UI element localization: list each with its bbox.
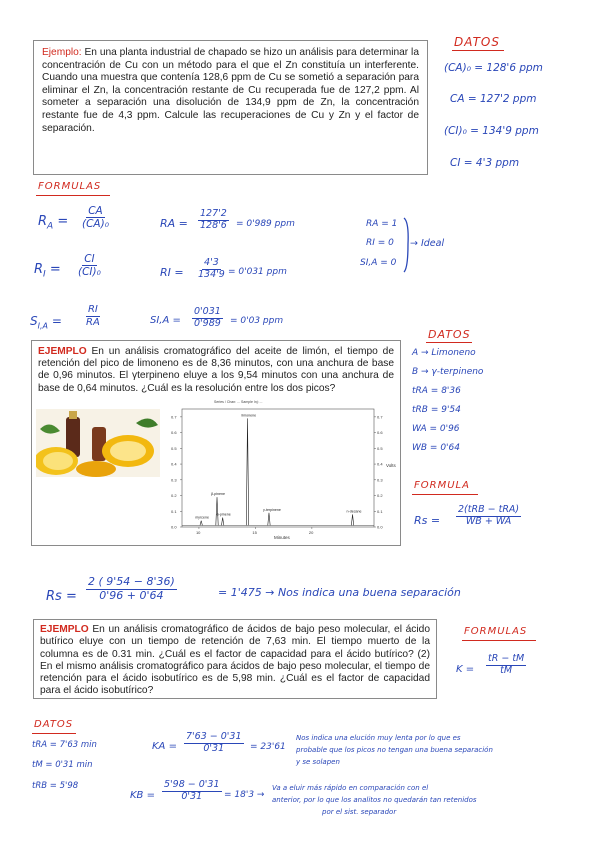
y-tick-label-right: 0.1: [377, 508, 383, 514]
ideal-line: RA = 1: [366, 219, 398, 229]
datos3-line: tRA = 7'63 min: [32, 740, 97, 750]
y-tick-label: 0.0: [171, 524, 177, 530]
datos1-underline: [452, 50, 504, 51]
peak-label: n-decane: [346, 509, 362, 514]
peak-label: γ-terpinene: [262, 507, 281, 512]
y-tick-label: 0.6: [171, 430, 177, 436]
calc-sia-lhs: SI,A =: [150, 315, 181, 326]
peak-label: limonene: [241, 413, 257, 418]
formula2-lhs: Rs =: [414, 514, 441, 527]
calc3b-fraction: $\frac{5'98 - 0'31}{0'31}$: [164, 779, 220, 802]
formula-ra-fraction: $\frac{CA}{\text{(CA)₀}}$: [82, 205, 109, 231]
calc3a-note: y se solapen: [296, 758, 340, 766]
formulas3-fraction: $\frac{tR - tM}{tM}$: [488, 653, 525, 676]
lemon-oil-image: [36, 409, 160, 477]
formula-sia-fraction: $\frac{RI}{RA}$: [86, 304, 100, 328]
datos2-line: tRB = 9'54: [412, 405, 461, 415]
formulas3-underline: [462, 640, 536, 641]
formula-ri-fraction: $\frac{CI}{\text{(CI)₀}}$: [78, 253, 101, 279]
formulas1-underline: [36, 195, 110, 196]
calc3a-note: Nos indica una elución muy lenta por lo que es: [296, 734, 461, 742]
ideal-line: RI = 0: [366, 238, 394, 248]
formulas3-title: FORMULAS: [464, 626, 528, 637]
datos1-title: DATOS: [454, 35, 500, 49]
datos2-underline: [426, 342, 472, 343]
y-tick-label-right: 0.6: [377, 430, 383, 436]
datos2-line: B → γ-terpineno: [412, 367, 484, 377]
example3-label: EJEMPLO: [40, 624, 89, 635]
peak-label: myrcene: [195, 515, 209, 520]
calc-ra-result: = 0'989 ppm: [236, 219, 295, 229]
calc3b-result: = 18'3 →: [224, 790, 265, 800]
chart-ylabel: Volts: [386, 463, 396, 468]
calc3b-note: por el sist. separador: [322, 808, 397, 816]
y-tick-label-right: 0.2: [377, 493, 383, 499]
x-tick-label: 20: [308, 530, 314, 535]
example1-box: [33, 40, 428, 175]
ideal-line: SI,A = 0: [360, 258, 397, 268]
y-tick-label-right: 0.7: [377, 414, 383, 420]
calc-ri-result: = 0'031 ppm: [228, 267, 287, 277]
datos2-line: WA = 0'96: [412, 424, 460, 434]
formula-ra-lhs: $R_A$ =: [38, 214, 69, 232]
datos2-line: tRA = 8'36: [412, 386, 461, 396]
calc3b-note: anterior, por lo que los analitos no quedarán tan retenidos: [272, 796, 477, 804]
calc-sia-fraction: $\frac{0'031}{0'989}$: [194, 306, 221, 329]
calc3a-result: = 23'61: [250, 742, 286, 752]
calc-sia-result: = 0'03 ppm: [230, 316, 284, 326]
calc-ri-lhs: RI =: [160, 266, 184, 279]
chart-title: Series / Chan: ... Sample Inj: ...: [214, 400, 263, 404]
y-tick-label: 0.5: [171, 445, 177, 451]
ideal-label: → Ideal: [410, 238, 445, 249]
y-tick-label: 0.1: [171, 508, 177, 514]
calc-ra-fraction: $\frac{127'2}{128'6}$: [200, 208, 227, 231]
example2-body: En un análisis cromatográfico del aceite de limón, el tiempo de retención del pico de limoneno es de 8,36 minutos, con una anchura de base de 0,96 minutos. El γterpineno eluye a los 9,54 minutos con una anchura de base de 0,64 minutos. ¿Cuál es la resolución entre los dos picos?: [38, 346, 394, 394]
example3-text: [40, 624, 430, 698]
datos3-underline: [32, 733, 76, 734]
x-tick-label: 15: [252, 530, 257, 535]
formulas3-lhs: K =: [456, 664, 475, 675]
example2-text: [38, 346, 394, 395]
datos1-line: CA = 127'2 ppm: [450, 93, 537, 105]
y-tick-label: 0.3: [171, 477, 177, 483]
datos1-line: (CA)₀ = 128'6 ppm: [444, 62, 543, 74]
formula2-fraction: 2(tRB − tRA) WB + WA: [458, 504, 520, 527]
formula2-underline: [412, 494, 478, 495]
example2-box: [31, 340, 401, 546]
calc3a-fraction: $\frac{7'63 - 0'31}{0'31}$: [186, 731, 242, 754]
datos2-line: WB = 0'64: [412, 443, 460, 453]
y-tick-label-right: 0.5: [377, 445, 383, 451]
datos2-title: DATOS: [428, 328, 471, 341]
example1-label: Ejemplo:: [42, 47, 82, 58]
calc3a-note: probable que los picos no tengan una buena separación: [296, 746, 493, 754]
formulas1-title: FORMULAS: [38, 181, 102, 192]
datos1-line: CI = 4'3 ppm: [450, 157, 520, 169]
y-tick-label-right: 0.4: [377, 461, 383, 467]
y-tick-label: 0.2: [171, 493, 177, 499]
example1-body: En una planta industrial de chapado se hizo un análisis para determinar la concentración de Cu con un método para el que el Zn constituía un interferente. Cuando una muestra que contenía 128,6 ppm de Cu se sometió a separación para eliminar el Zn, la concentración restante de Cu recuperada fue de 127,2 ppm. Al someter a separación una disolución de 134,9 ppm de Zn, la concentración restante fue de 4,3 ppm. Calcule las recuperaciones de Cu y Zn y el factor de separación.: [42, 47, 419, 134]
y-tick-label: 0.7: [171, 414, 177, 420]
datos1-line: (CI)₀ = 134'9 ppm: [444, 125, 539, 137]
example2-label: EJEMPLO: [38, 346, 87, 357]
formula-sia-lhs: $S_{I,A}$ =: [30, 314, 62, 331]
calc3b-note: Va a eluir más rápido en comparación con el: [272, 784, 429, 792]
example3-box: [33, 619, 437, 699]
chromatogram-chart: [162, 397, 398, 541]
datos2-line: A → Limoneno: [412, 348, 476, 358]
calc3b-lhs: KB =: [130, 790, 155, 801]
peak-label: α-pinene: [216, 512, 231, 517]
peak-label: β-pinene: [211, 492, 226, 497]
calc-ra-lhs: RA =: [160, 217, 188, 230]
formula2-title: FORMULA: [414, 480, 470, 491]
y-tick-label: 0.4: [171, 461, 177, 467]
datos3-line: tRB = 5'98: [32, 781, 79, 791]
calc3a-lhs: KA =: [152, 741, 177, 752]
calc2-result: = 1'475 → Nos indica una buena separación: [218, 586, 461, 599]
example3-body: En un análisis cromatográfico de ácidos de bajo peso molecular, el ácido butírico eluye con un tiempo de retención de 7,63 min. El tiempo muerto de la columna es de 0.31 min. ¿Cuál es el factor de capacidad para el ácido butírico? (2) En el mismo análisis cromatográfico para ácidos de bajo peso molecular, el tiempo de retención para el ácido isobutírico es de 5,98 min. ¿Cuál es el factor de capacidad para el ácido isobutírico?: [40, 624, 430, 697]
chart-xlabel: Minutes: [274, 535, 290, 540]
calc2-lhs: Rs =: [46, 589, 77, 604]
datos3-title: DATOS: [34, 719, 74, 730]
y-tick-label-right: 0.0: [377, 524, 383, 530]
datos3-line: tM = 0'31 min: [32, 760, 93, 770]
example1-text: [42, 47, 419, 135]
calc-ri-fraction: $\frac{4'3}{134'9}$: [198, 257, 225, 280]
calc2-fraction: $\frac{2 ( 9'54 - 8'36)}{0'96 + 0'64}$: [88, 575, 175, 602]
x-tick-label: 10: [195, 530, 201, 535]
y-tick-label-right: 0.3: [377, 477, 383, 483]
formula-ri-lhs: $R_I$ =: [34, 262, 61, 280]
